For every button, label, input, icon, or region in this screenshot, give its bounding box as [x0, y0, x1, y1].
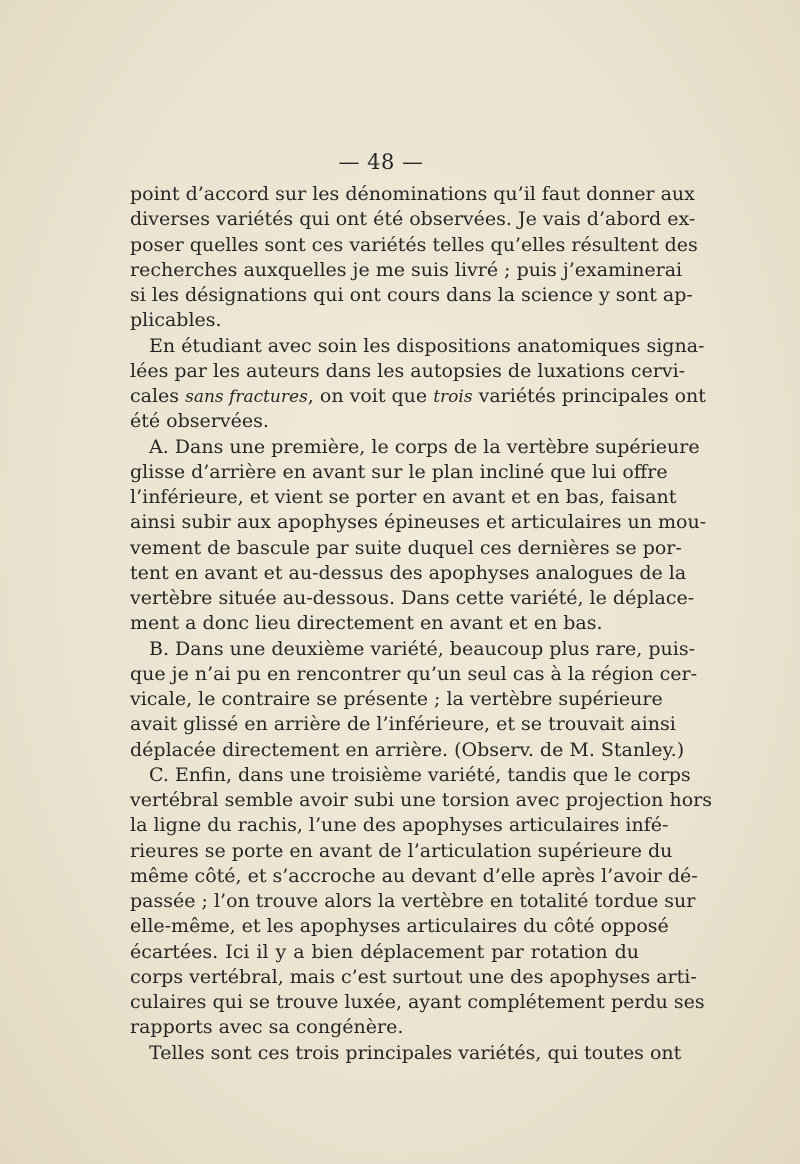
text-line: vicale, le contraire se présente ; la vertèbre supérieure — [130, 688, 663, 710]
text-line: écartées. Ici il y a bien déplacement par rotation du — [130, 940, 639, 963]
text-line: été observées. — [130, 410, 269, 433]
text-line: vertèbre située au-dessous. Dans cette variété, le déplace- — [130, 587, 695, 609]
text-line: diverses variétés qui ont été observées. Je vais d’abord ex- — [130, 208, 696, 231]
text-line: vement de bascule par suite duquel ces dernières se por- — [130, 536, 682, 559]
text-line: plicables. — [130, 309, 222, 332]
text-line-with-emphasis — [130, 384, 706, 409]
text-line: En étudiant avec soin les dispositions anatomiques signa- — [149, 334, 705, 357]
text-line: avait glissé en arrière de l’inférieure, et se trouvait ainsi — [130, 713, 676, 736]
text-line: culaires qui se trouve luxée, ayant complétement perdu ses — [130, 991, 705, 1013]
text-line: elle-même, et les apophyses articulaires du côté opposé — [130, 915, 669, 938]
text-line: A. Dans une première, le corps de la vertèbre supérieure — [149, 435, 700, 458]
text-fragment: cales — [130, 385, 186, 407]
text-fragment: variétés principales ont — [472, 385, 706, 407]
text-line: recherches auxquelles je me suis livré ; puis j’examinerai — [130, 258, 683, 281]
text-line: B. Dans une deuxième variété, beaucoup plus rare, puis- — [149, 637, 696, 660]
text-line: déplacée directement en arrière. (Observ. de M. Stanley.) — [130, 738, 685, 761]
text-line: point d’accord sur les dénominations qu’il faut donner aux — [130, 183, 695, 205]
text-line: ment a donc lieu directement en avant et en bas. — [130, 612, 603, 635]
text-line: poser quelles sont ces variétés telles qu’elles résultent des — [130, 233, 698, 256]
text-line: C. Enfin, dans une troisième variété, tandis que le corps — [149, 763, 691, 786]
text-line: passée ; l’on trouve alors la vertèbre en totalité tordue sur — [130, 890, 696, 912]
text-line: tent en avant et au-dessus des apophyses analogues de la — [130, 561, 687, 584]
body-text — [130, 182, 712, 1066]
text-line: glisse d’arrière en avant sur le plan incliné que lui offre — [130, 460, 668, 483]
text-line: rapports avec sa congénère. — [130, 1016, 404, 1039]
text-line: lées par les auteurs dans les autopsies de luxations cervi- — [130, 359, 686, 382]
text-line: l’inférieure, et vient se porter en avant et en bas, faisant — [130, 486, 677, 508]
emphasis-text: sans fractures — [185, 387, 308, 407]
text-line: Telles sont ces trois principales variétés, qui toutes ont — [149, 1041, 682, 1064]
page-number: — 48 — — [338, 150, 424, 174]
text-line: corps vertébral, mais c’est surtout une des apophyses arti- — [130, 965, 697, 988]
text-line: si les désignations qui ont cours dans la science y sont ap- — [130, 284, 693, 306]
text-fragment: , on voit que — [307, 385, 434, 407]
text-line: que je n’ai pu en rencontrer qu’un seul cas à la région cer- — [130, 662, 698, 685]
text-line: ainsi subir aux apophyses épineuses et articulaires un mou- — [130, 511, 707, 534]
emphasis-text: trois — [433, 387, 473, 407]
text-line: la ligne du rachis, l’une des apophyses articulaires infé- — [130, 814, 669, 837]
text-line: vertébral semble avoir subi une torsion avec projection hors — [130, 789, 712, 811]
text-line: même côté, et s’accroche au devant d’elle après l’avoir dé- — [130, 864, 698, 887]
text-line: rieures se porte en avant de l’articulation supérieure du — [130, 839, 673, 862]
